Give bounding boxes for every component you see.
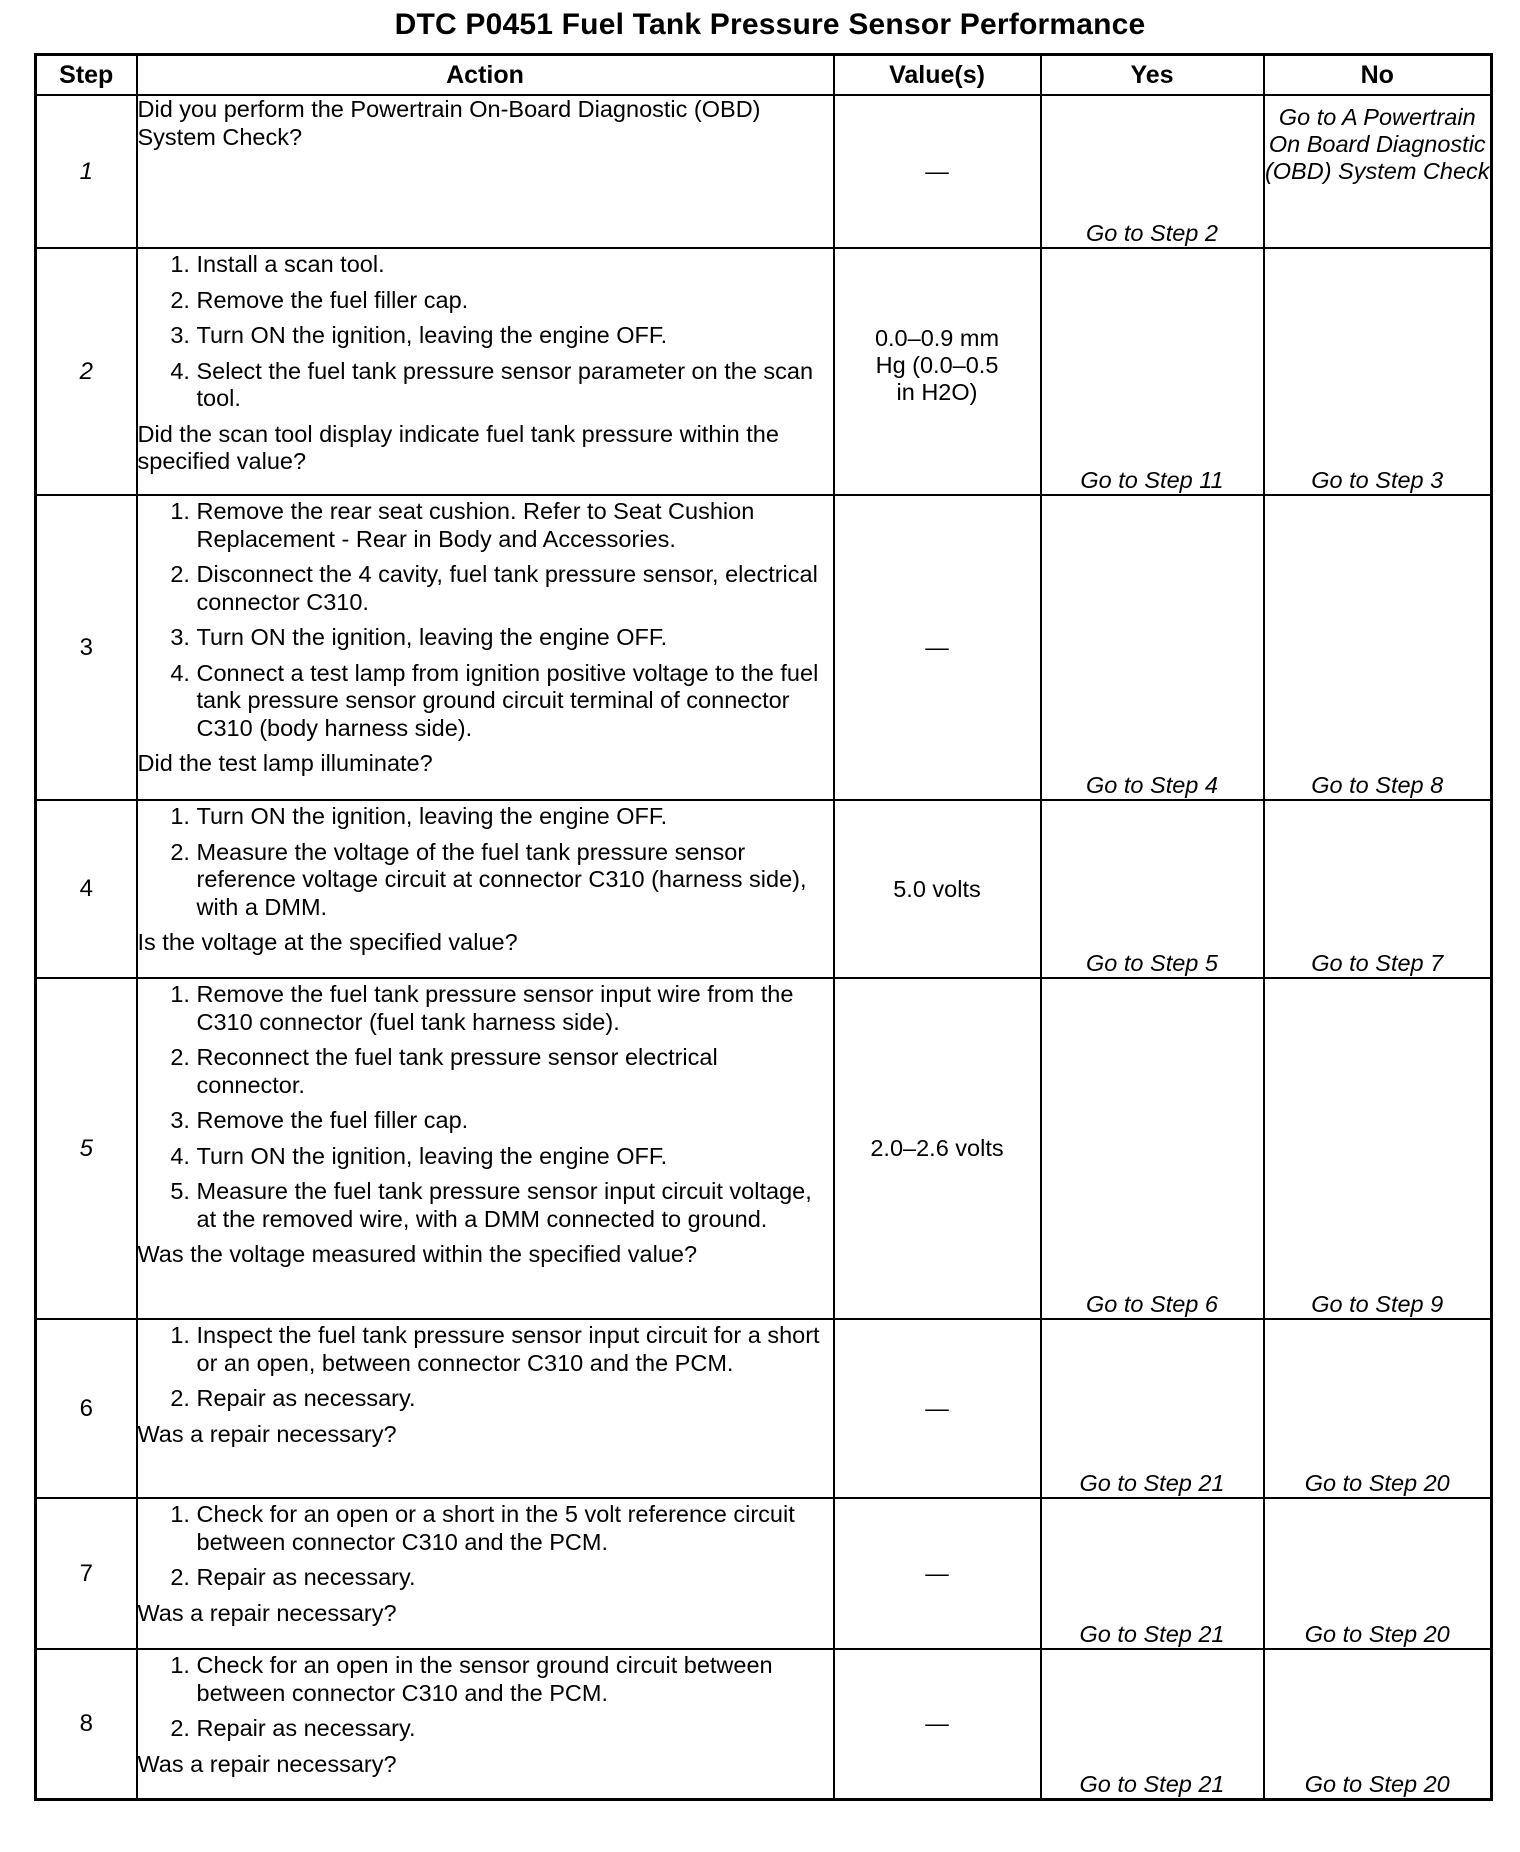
action-question: Was the voltage measured within the specified value? (137, 1241, 698, 1267)
table-row (36, 1649, 1492, 1799)
no-cell: Go to Step 3 (1264, 248, 1492, 495)
action-question: Did the test lamp illuminate? (137, 750, 433, 776)
action-step-item: 1. Check for an open in the sensor ground circuit between between connector C310 and the PCM. (197, 1652, 833, 1707)
action-step-item: 2. Measure the voltage of the fuel tank pressure sensor reference voltage circuit at connector C310 (harness side), with a DMM. (197, 839, 833, 922)
yes-cell: Go to Step 21 (1041, 1649, 1264, 1799)
table-row (36, 978, 1492, 1319)
table-header-row (36, 55, 1492, 96)
action-cell (137, 495, 834, 800)
action-step-item: 4. Turn ON the ignition, leaving the engine OFF. (197, 1143, 833, 1171)
step-number: 1 (36, 95, 137, 248)
action-cell (137, 800, 834, 978)
step-number: 4 (36, 800, 137, 978)
action-step-item: 2. Repair as necessary. (197, 1715, 833, 1743)
value-cell: — (834, 1649, 1041, 1799)
yes-cell: Go to Step 2 (1041, 95, 1264, 248)
step-number: 3 (36, 495, 137, 800)
action-step-item: 1. Remove the rear seat cushion. Refer to Seat Cushion Replacement - Rear in Body and Accessories. (197, 498, 833, 553)
value-cell: 2.0–2.6 volts (834, 978, 1041, 1319)
action-steps-list (138, 981, 833, 1233)
action-step-item: 3. Turn ON the ignition, leaving the engine OFF. (197, 322, 833, 350)
step-number: 7 (36, 1498, 137, 1649)
action-question: Was a repair necessary? (137, 1750, 397, 1777)
table-row (36, 495, 1492, 800)
step-number: 6 (36, 1319, 137, 1498)
table-body (36, 95, 1492, 1799)
action-cell (137, 978, 834, 1319)
action-question: Is the voltage at the specified value? (137, 929, 518, 955)
action-step-item: 1. Turn ON the ignition, leaving the engine OFF. (197, 803, 833, 831)
action-question: Was a repair necessary? (137, 1599, 397, 1626)
yes-cell: Go to Step 4 (1041, 495, 1264, 800)
header-yes: Yes (1041, 55, 1264, 96)
action-cell (137, 1649, 834, 1799)
yes-cell: Go to Step 21 (1041, 1498, 1264, 1649)
action-question: Did the scan tool display indicate fuel tank pressure within the specified value? (137, 420, 779, 474)
action-step-item: 1. Remove the fuel tank pressure sensor input wire from the C310 connector (fuel tank harness side). (197, 981, 833, 1036)
yes-cell: Go to Step 11 (1041, 248, 1264, 495)
action-step-item: 2. Repair as necessary. (197, 1385, 833, 1413)
action-step-item: 2. Repair as necessary. (197, 1564, 833, 1592)
action-step-item: 2. Disconnect the 4 cavity, fuel tank pressure sensor, electrical connector C310. (197, 561, 833, 616)
table-row (36, 800, 1492, 978)
action-question: Was a repair necessary? (137, 1420, 397, 1447)
table-row (36, 1498, 1492, 1649)
no-cell: Go to Step 8 (1264, 495, 1492, 800)
action-steps-list (138, 1322, 833, 1413)
action-steps-list (138, 803, 833, 921)
step-number: 5 (36, 978, 137, 1319)
no-cell: Go to Step 20 (1264, 1649, 1492, 1799)
action-cell (137, 248, 834, 495)
value-cell: — (834, 95, 1041, 248)
action-step-item: 3. Remove the fuel filler cap. (197, 1107, 833, 1135)
action-step-item: 2. Remove the fuel filler cap. (197, 287, 833, 315)
action-steps-list (138, 1501, 833, 1592)
action-steps-list (138, 251, 833, 413)
value-cell: — (834, 1498, 1041, 1649)
yes-cell: Go to Step 21 (1041, 1319, 1264, 1498)
action-step-item: 1. Inspect the fuel tank pressure sensor input circuit for a short or an open, between connector C310 and the PCM. (197, 1322, 833, 1377)
value-cell: — (834, 1319, 1041, 1498)
step-number: 2 (36, 248, 137, 495)
no-cell: Go to A Powertrain On Board Diagnostic (OBD) System Check (1264, 95, 1492, 248)
header-no: No (1264, 55, 1492, 96)
action-step-item: 2. Reconnect the fuel tank pressure sensor electrical connector. (197, 1044, 833, 1099)
action-steps-list (138, 498, 833, 742)
no-cell: Go to Step 7 (1264, 800, 1492, 978)
value-cell: — (834, 495, 1041, 800)
header-action: Action (137, 55, 834, 96)
no-cell: Go to Step 20 (1264, 1319, 1492, 1498)
action-step-item: 3. Turn ON the ignition, leaving the engine OFF. (197, 624, 833, 652)
document-title: DTC P0451 Fuel Tank Pressure Sensor Performance (394, 8, 1146, 41)
table-row (36, 1319, 1492, 1498)
header-step: Step (36, 55, 137, 96)
action-steps-list (138, 1652, 833, 1743)
action-step-item: 5. Measure the fuel tank pressure sensor input circuit voltage, at the removed wire, with a DMM connected to ground. (197, 1178, 833, 1233)
value-cell: 0.0–0.9 mm Hg (0.0–0.5 in H2O) (834, 248, 1041, 495)
yes-cell: Go to Step 6 (1041, 978, 1264, 1319)
no-cell: Go to Step 9 (1264, 978, 1492, 1319)
action-step-item: 4. Connect a test lamp from ignition positive voltage to the fuel tank pressure sensor ground circuit terminal of connector C310 (body harness side). (197, 660, 833, 743)
action-cell (137, 95, 834, 248)
action-question: Did you perform the Powertrain On-Board Diagnostic (OBD) System Check? (137, 96, 761, 150)
action-step-item: 4. Select the fuel tank pressure sensor parameter on the scan tool. (197, 358, 833, 413)
table-row (36, 248, 1492, 495)
table-row (36, 95, 1492, 248)
no-cell: Go to Step 20 (1264, 1498, 1492, 1649)
action-step-item: 1. Install a scan tool. (197, 251, 833, 279)
header-values: Value(s) (834, 55, 1041, 96)
action-cell (137, 1498, 834, 1649)
action-step-item: 1. Check for an open or a short in the 5 volt reference circuit between connector C310 and the PCM. (197, 1501, 833, 1556)
yes-cell: Go to Step 5 (1041, 800, 1264, 978)
diagnostic-table (34, 53, 1493, 1801)
action-cell (137, 1319, 834, 1498)
value-cell: 5.0 volts (834, 800, 1041, 978)
step-number: 8 (36, 1649, 137, 1799)
